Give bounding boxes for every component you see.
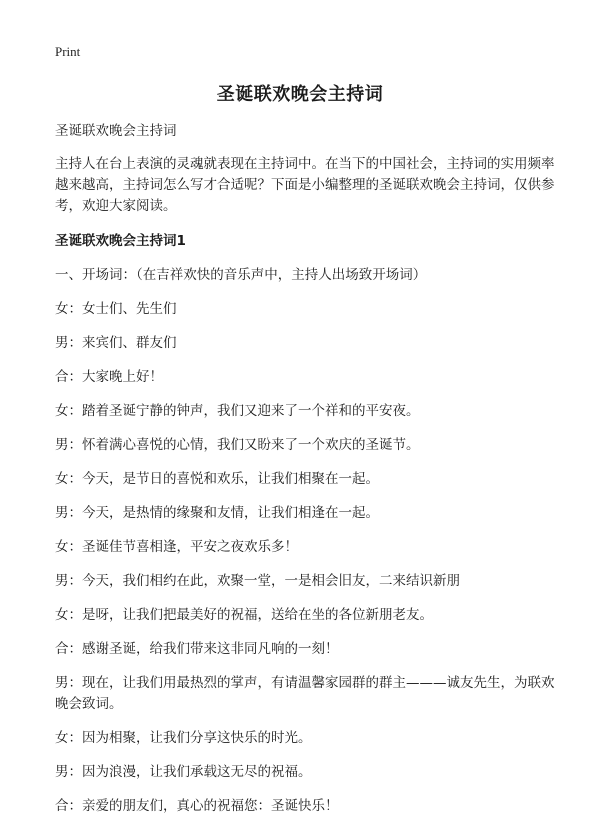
script-line: 男：今天，是热情的缘聚和友情，让我们相逢在一起。: [55, 505, 379, 521]
document-title: 圣诞联欢晚会主持词: [216, 84, 384, 105]
print-link[interactable]: Print: [55, 44, 81, 59]
intro-paragraph: 主持人在台上表演的灵魂就表现在主持词中。在当下的中国社会，主持词的实用频率越来越高，主持词怎么写才合适呢？下面是小编整理的圣诞联欢晚会主持词，仅供参考，欢迎大家阅读。: [55, 156, 555, 214]
script-line: 男：因为浪漫，让我们承载这无尽的祝福。: [55, 764, 312, 780]
script-line: 合：大家晚上好！: [55, 369, 163, 385]
script-line: 男：今天，我们相约在此，欢聚一堂，一是相会旧友，二来结识新朋: [55, 573, 460, 589]
script-line: 男：来宾们、群友们: [55, 335, 177, 351]
document-subtitle: 圣诞联欢晚会主持词: [55, 123, 177, 139]
script-line: 合：感谢圣诞，给我们带来这非同凡响的一刻！: [55, 641, 339, 657]
section-heading: 圣诞联欢晚会主持词1: [55, 233, 186, 249]
script-line: 女：圣诞佳节喜相逢，平安之夜欢乐多！: [55, 539, 298, 555]
script-line: 女：女士们、先生们: [55, 301, 177, 317]
script-line: 合：亲爱的朋友们，真心的祝福您：圣诞快乐！: [55, 798, 339, 814]
script-line: 女：今天，是节日的喜悦和欢乐，让我们相聚在一起。: [55, 471, 379, 487]
document-body: [55, 121, 555, 830]
script-line: 女：踏着圣诞宁静的钟声，我们又迎来了一个祥和的平安夜。: [55, 403, 420, 419]
script-line: 女：因为相聚，让我们分享这快乐的时光。: [55, 730, 312, 746]
script-line: 男：怀着满心喜悦的心情，我们又盼来了一个欢庆的圣诞节。: [55, 437, 420, 453]
script-line: 一、开场词：（在吉祥欢快的音乐声中，主持人出场致开场词）: [55, 267, 427, 283]
script-line: 女：是呀，让我们把最美好的祝福，送给在坐的各位新朋老友。: [55, 607, 433, 623]
script-line: 男：现在，让我们用最热烈的掌声，有请温馨家园群的群主———诚友先生，为联欢晚会致词。: [55, 675, 555, 712]
